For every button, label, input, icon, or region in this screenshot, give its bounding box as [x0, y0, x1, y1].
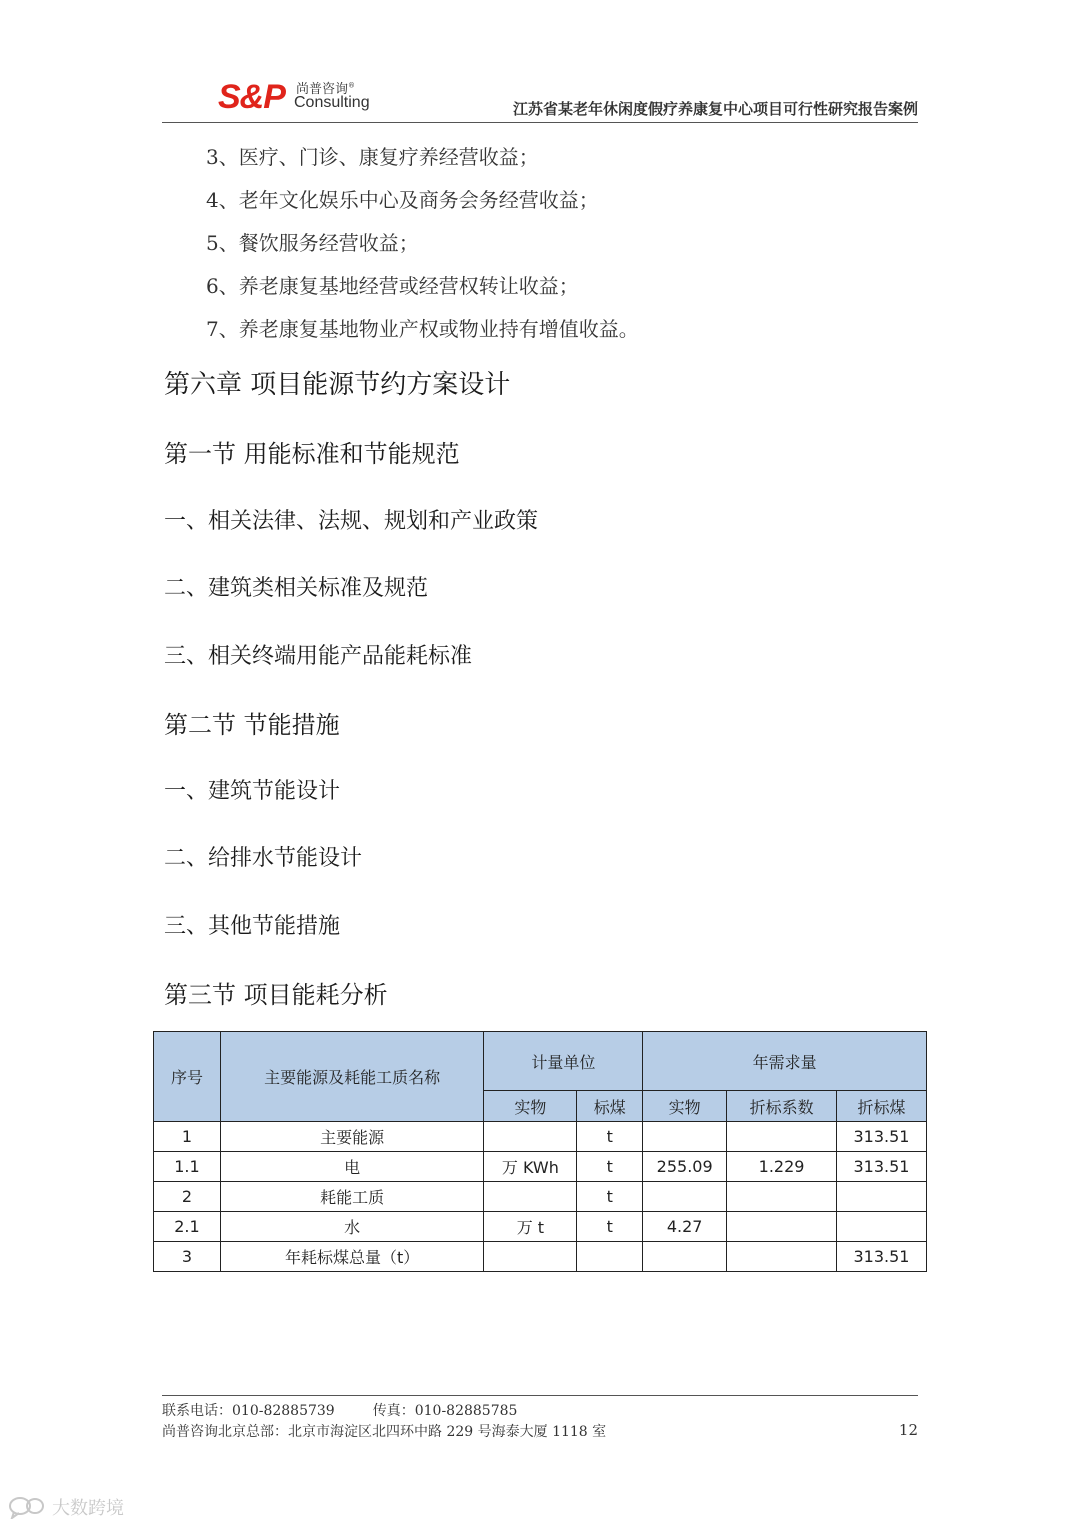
cell-coal: 313.51: [837, 1242, 927, 1272]
table-row: [154, 1152, 927, 1182]
subheading-product-standards: 三、相关终端用能产品能耗标准: [164, 644, 473, 669]
energy-consumption-table: [153, 1031, 927, 1272]
subheading-building-standards: 二、建筑类相关标准及规范: [164, 576, 429, 601]
cell-factor: [727, 1122, 837, 1152]
table-row: [154, 1242, 927, 1272]
logo-mark: S&P: [218, 78, 285, 116]
footer-divider: [162, 1395, 918, 1396]
header-unit: 计量单位: [484, 1032, 643, 1091]
watermark-text: 大数跨境: [52, 1498, 124, 1519]
section-heading-1: 第一节 用能标准和节能规范: [164, 440, 460, 468]
cell-unit-coal: [577, 1242, 643, 1272]
cell-unit-physical: [484, 1242, 577, 1272]
cell-seq: 2: [154, 1182, 221, 1212]
cell-unit-coal: t: [577, 1212, 643, 1242]
header-seq: 序号: [154, 1032, 221, 1122]
cell-name: 耗能工质: [220, 1182, 484, 1212]
cell-demand-physical: [643, 1182, 727, 1212]
footer-contact: [162, 1400, 517, 1420]
cell-coal: [837, 1212, 927, 1242]
cell-factor: [727, 1242, 837, 1272]
cell-demand-physical: [643, 1242, 727, 1272]
list-item: 5、餐饮服务经营收益；: [206, 231, 419, 255]
cell-factor: [727, 1182, 837, 1212]
header-demand-factor: 折标系数: [727, 1091, 837, 1122]
header-annual-demand: 年需求量: [643, 1032, 927, 1091]
list-item: 6、养老康复基地经营或经营权转让收益；: [206, 274, 579, 298]
table-row: [154, 1182, 927, 1212]
cell-factor: 1.229: [727, 1152, 837, 1182]
header-demand-physical: 实物: [643, 1091, 727, 1122]
subheading-other-measures: 三、其他节能措施: [164, 914, 341, 939]
cell-seq: 1: [154, 1122, 221, 1152]
watermark: [8, 1494, 124, 1520]
page-number: 12: [898, 1421, 918, 1439]
cell-unit-physical: [484, 1182, 577, 1212]
cell-unit-coal: t: [577, 1122, 643, 1152]
cell-seq: 2.1: [154, 1212, 221, 1242]
footer-phone: 联系电话：010-82885739: [162, 1403, 335, 1419]
cell-demand-physical: 4.27: [643, 1212, 727, 1242]
cell-demand-physical: 255.09: [643, 1152, 727, 1182]
cell-unit-physical: [484, 1122, 577, 1152]
subheading-building-design: 一、建筑节能设计: [164, 779, 341, 804]
cell-seq: 3: [154, 1242, 221, 1272]
footer-fax: 传真：010-82885785: [372, 1403, 518, 1419]
header-divider: [162, 122, 918, 123]
speech-bubble-icon: [8, 1495, 46, 1519]
cell-demand-physical: [643, 1122, 727, 1152]
cell-coal: 313.51: [837, 1152, 927, 1182]
list-item: 4、老年文化娱乐中心及商务会务经营收益；: [206, 188, 599, 212]
section-heading-2: 第二节 节能措施: [164, 711, 340, 739]
list-item: 3、医疗、门诊、康复疗养经营收益；: [206, 145, 539, 169]
header-unit-coal: 标煤: [577, 1091, 643, 1122]
logo-chinese-name: 尚普咨询®: [296, 81, 356, 97]
cell-unit-physical: 万 t: [484, 1212, 577, 1242]
cell-coal: [837, 1182, 927, 1212]
subheading-laws: 一、相关法律、法规、规划和产业政策: [164, 509, 539, 534]
cell-name: 主要能源: [220, 1122, 484, 1152]
header-demand-coal: 折标煤: [837, 1091, 927, 1122]
cell-unit-coal: t: [577, 1152, 643, 1182]
revenue-list: [206, 136, 639, 351]
table-row: [154, 1212, 927, 1242]
chapter-heading: 第六章 项目能源节约方案设计: [164, 370, 511, 400]
header-name: 主要能源及耗能工质名称: [220, 1032, 484, 1122]
report-title: 江苏省某老年休闲度假疗养康复中心项目可行性研究报告案例: [512, 100, 918, 118]
table-row: [154, 1122, 927, 1152]
cell-name: 水: [220, 1212, 484, 1242]
cell-name: 电: [220, 1152, 484, 1182]
header-unit-physical: 实物: [484, 1091, 577, 1122]
cell-unit-physical: 万 KWh: [484, 1152, 577, 1182]
subheading-water-design: 二、给排水节能设计: [164, 846, 363, 871]
cell-seq: 1.1: [154, 1152, 221, 1182]
footer-address: 尚普咨询北京总部：北京市海淀区北四环中路 229 号海泰大厦 1118 室: [162, 1424, 607, 1440]
cell-factor: [727, 1212, 837, 1242]
company-logo: [218, 76, 398, 120]
list-item: 7、养老康复基地物业产权或物业持有增值收益。: [206, 317, 639, 341]
cell-coal: 313.51: [837, 1122, 927, 1152]
section-heading-3: 第三节 项目能耗分析: [164, 981, 388, 1009]
cell-name: 年耗标煤总量（t）: [220, 1242, 484, 1272]
cell-unit-coal: t: [577, 1182, 643, 1212]
logo-english-name: Consulting: [294, 94, 370, 111]
